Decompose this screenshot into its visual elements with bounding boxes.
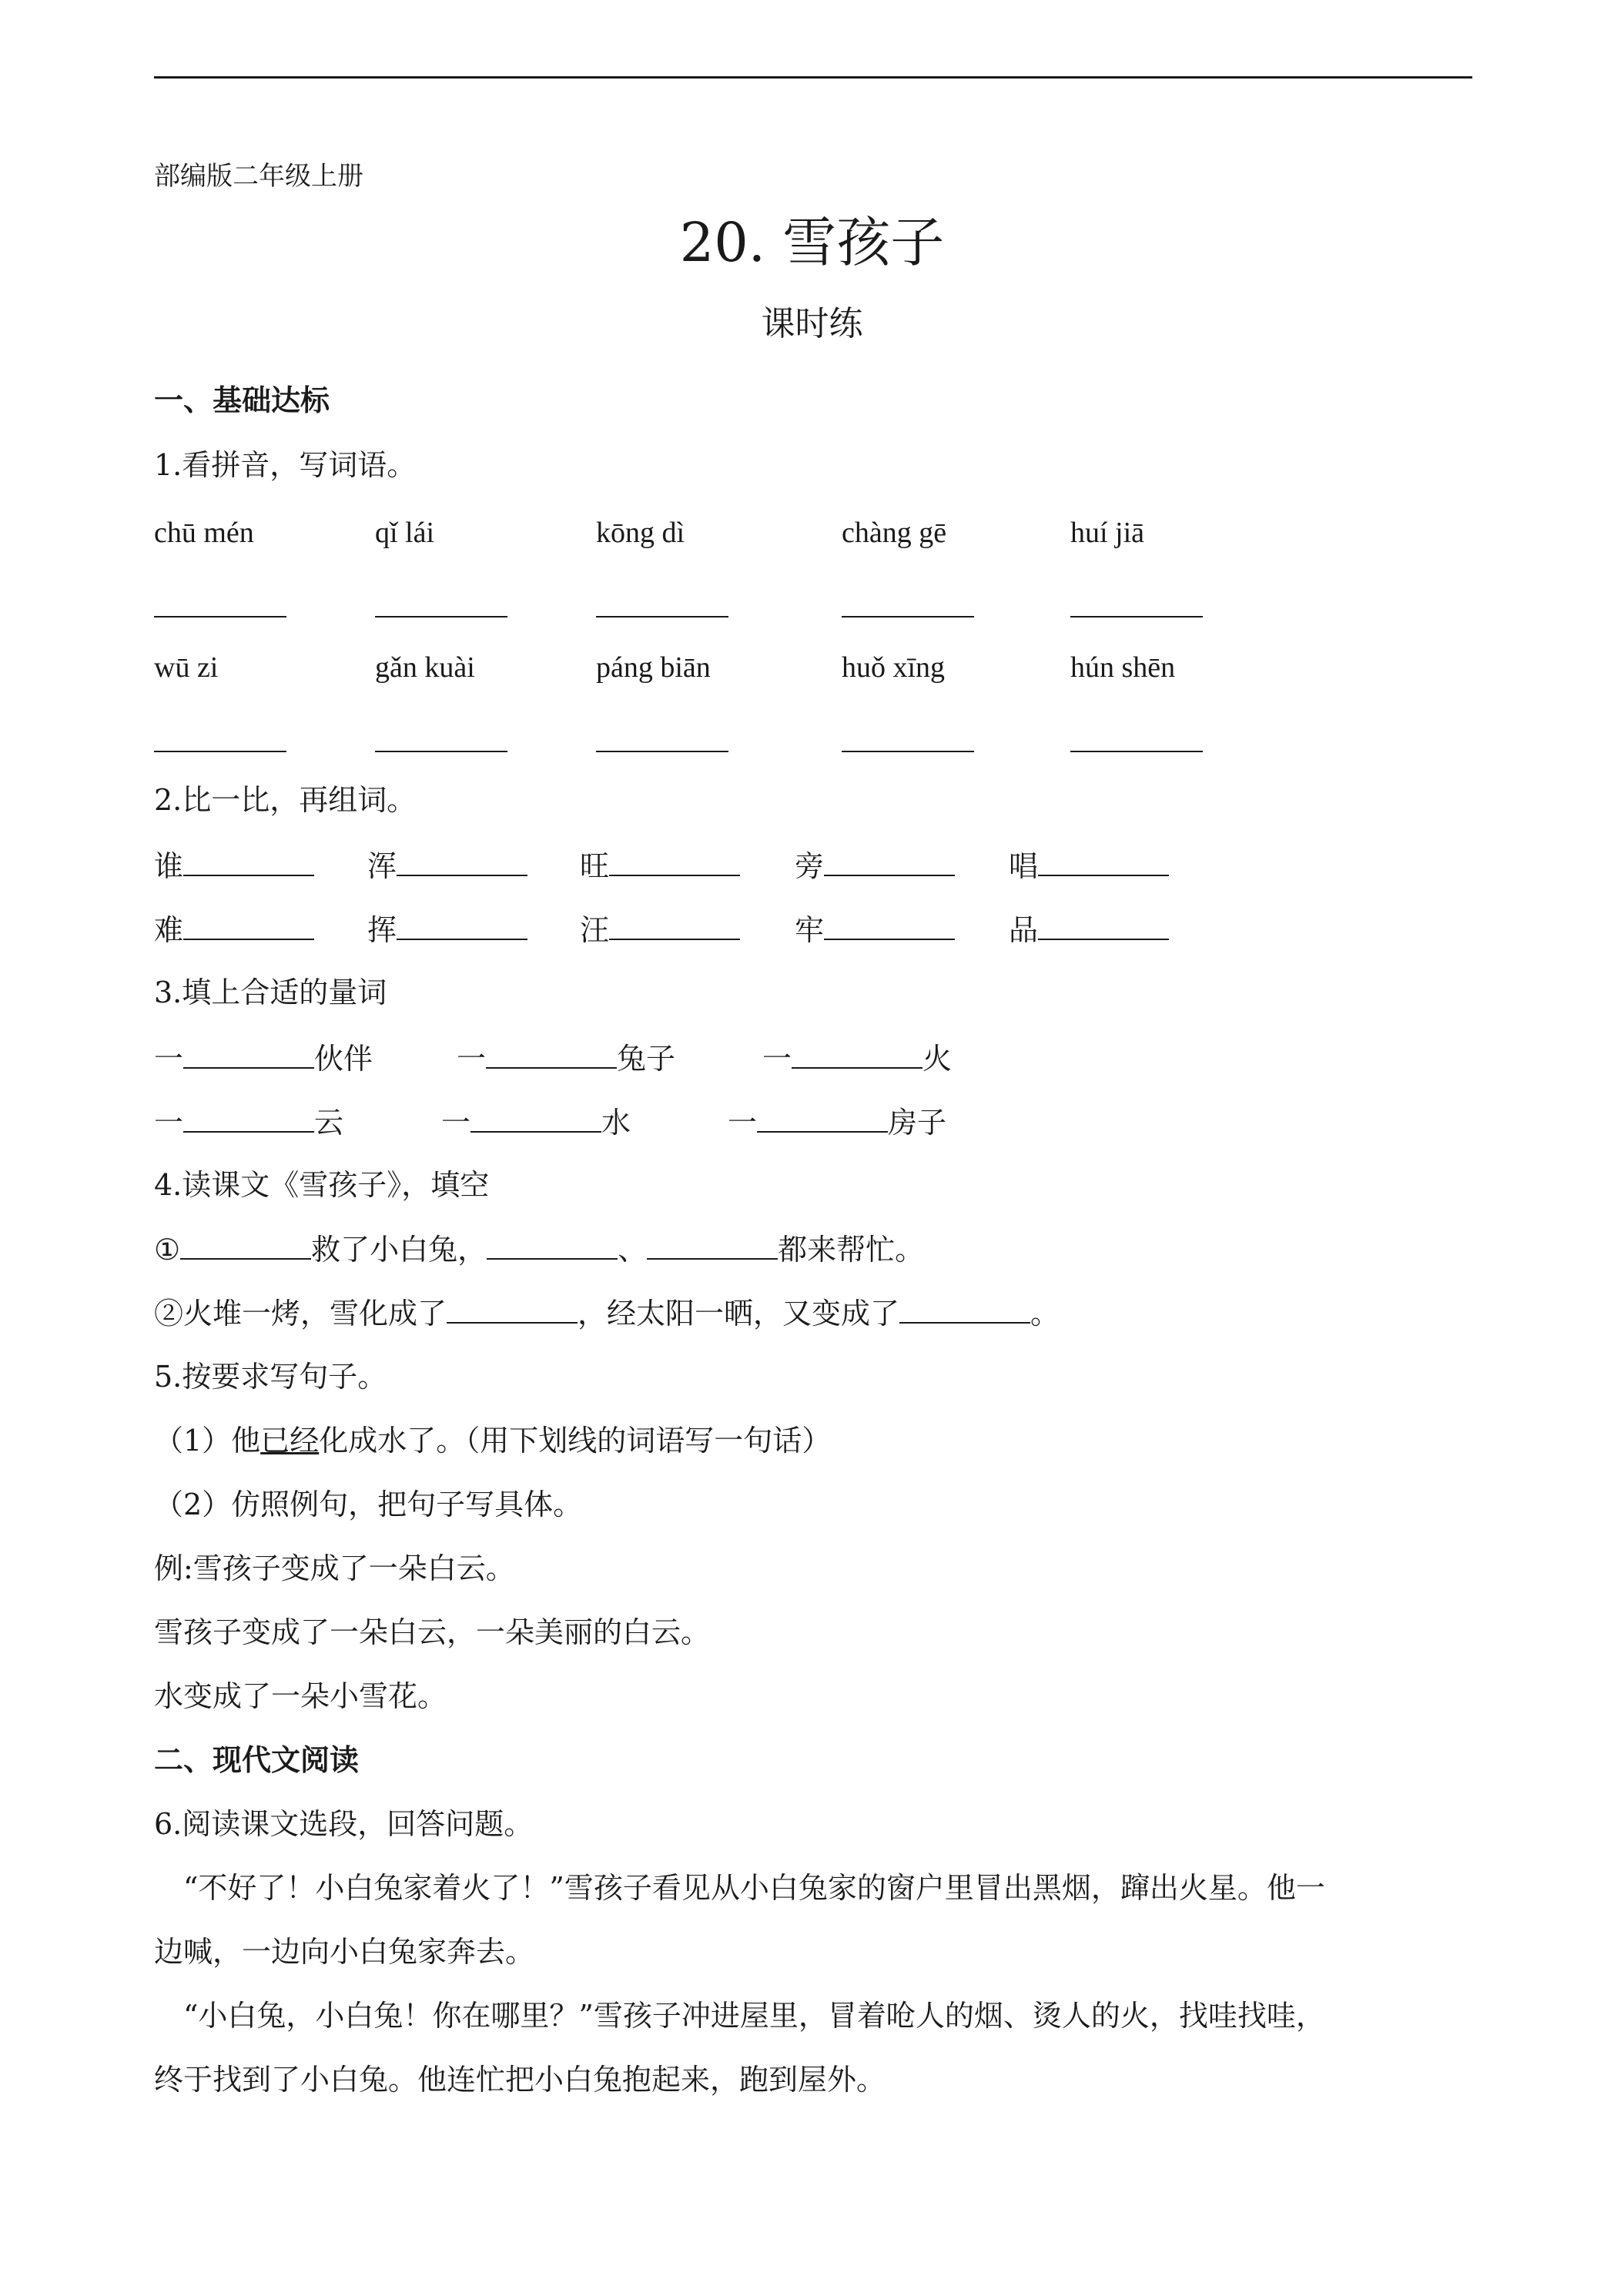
compare-char: 难 bbox=[154, 911, 314, 949]
answer-blank[interactable] bbox=[609, 911, 740, 940]
answer-blank[interactable] bbox=[154, 751, 286, 752]
compare-char: 品 bbox=[1009, 911, 1169, 949]
passage-p1-line1: “不好了！小白兔家着火了！”雪孩子看见从小白兔家的窗户里冒出黑烟，蹿出火星。他一 bbox=[183, 1871, 1325, 1905]
section1-heading: 一、基础达标 bbox=[154, 383, 330, 417]
q5-example-expanded: 雪孩子变成了一朵白云，一朵美丽的白云。 bbox=[154, 1615, 711, 1649]
answer-blank[interactable] bbox=[154, 616, 286, 618]
answer-blank[interactable] bbox=[183, 1039, 314, 1069]
compare-char: 谁 bbox=[154, 847, 314, 885]
pinyin-2-2: gǎn kuài bbox=[375, 651, 475, 684]
measure-word-item: 一 水 bbox=[441, 1103, 631, 1141]
compare-char: 唱 bbox=[1009, 847, 1169, 885]
pinyin-1-1: chū mén bbox=[154, 517, 254, 549]
section2-heading: 二、现代文阅读 bbox=[154, 1742, 360, 1777]
q1-prompt: 1.看拼音，写词语。 bbox=[154, 448, 417, 482]
measure-word-item: 一 房子 bbox=[728, 1103, 946, 1141]
answer-blank[interactable] bbox=[183, 847, 314, 876]
compare-char: 挥 bbox=[367, 911, 527, 949]
page-title: 20. 雪孩子 bbox=[679, 211, 945, 274]
pinyin-2-5: hún shēn bbox=[1070, 651, 1176, 684]
q6-prompt: 6.阅读课文选段，回答问题。 bbox=[154, 1807, 534, 1841]
answer-blank[interactable] bbox=[375, 616, 507, 618]
answer-blank[interactable] bbox=[596, 616, 728, 618]
pinyin-1-3: kōng dì bbox=[596, 517, 685, 549]
answer-blank[interactable] bbox=[1038, 911, 1169, 940]
header-rule bbox=[154, 76, 1472, 79]
q5-example: 例:雪孩子变成了一朵白云。 bbox=[154, 1551, 515, 1585]
answer-blank[interactable] bbox=[1070, 616, 1203, 618]
q4-prompt: 4.读课文《雪孩子》，填空 bbox=[154, 1168, 490, 1202]
answer-blank[interactable] bbox=[647, 1230, 778, 1260]
measure-word-item: 一 云 bbox=[154, 1103, 343, 1141]
answer-blank[interactable] bbox=[180, 1230, 311, 1260]
answer-blank[interactable] bbox=[487, 1230, 618, 1260]
underlined-word: 已经 bbox=[260, 1424, 320, 1458]
answer-blank[interactable] bbox=[842, 616, 974, 618]
q5-task: 水变成了一朵小雪花。 bbox=[154, 1679, 447, 1713]
compare-char: 汪 bbox=[580, 911, 740, 949]
page-subtitle: 课时练 bbox=[761, 304, 863, 343]
answer-blank[interactable] bbox=[1038, 847, 1169, 876]
passage-p1-line2: 边喊，一边向小白兔家奔去。 bbox=[154, 1935, 535, 1969]
pinyin-1-5: huí jiā bbox=[1070, 517, 1145, 549]
fill-line-2: ②火堆一烤，雪化成了 ，经太阳一晒，又变成了 。 bbox=[154, 1294, 1060, 1332]
compare-char: 旁 bbox=[795, 847, 955, 885]
answer-blank[interactable] bbox=[899, 1294, 1030, 1324]
grade-label: 部编版二年级上册 bbox=[154, 161, 363, 192]
answer-blank[interactable] bbox=[792, 1039, 922, 1069]
answer-blank[interactable] bbox=[183, 1103, 314, 1133]
answer-blank[interactable] bbox=[470, 1103, 601, 1133]
measure-word-item: 一 伙伴 bbox=[154, 1039, 373, 1077]
answer-blank[interactable] bbox=[375, 751, 507, 752]
compare-char: 旺 bbox=[580, 847, 740, 885]
compare-char: 牢 bbox=[795, 911, 955, 949]
measure-word-item: 一 火 bbox=[762, 1039, 952, 1077]
answer-blank[interactable] bbox=[183, 911, 314, 940]
measure-word-item: 一 兔子 bbox=[457, 1039, 675, 1077]
fill-line-1: ① 救了小白兔， 、 都来帮忙。 bbox=[154, 1230, 924, 1268]
answer-blank[interactable] bbox=[486, 1039, 617, 1069]
answer-blank[interactable] bbox=[397, 911, 527, 940]
answer-blank[interactable] bbox=[397, 847, 527, 876]
answer-blank[interactable] bbox=[842, 751, 974, 752]
answer-blank[interactable] bbox=[447, 1294, 578, 1324]
answer-blank[interactable] bbox=[1070, 751, 1203, 752]
pinyin-2-4: huǒ xīng bbox=[842, 651, 946, 684]
compare-char: 浑 bbox=[367, 847, 527, 885]
passage-p2-line2: 终于找到了小白兔。他连忙把小白兔抱起来，跑到屋外。 bbox=[154, 2063, 886, 2097]
pinyin-1-4: chàng gē bbox=[842, 517, 947, 549]
answer-blank[interactable] bbox=[596, 751, 728, 752]
pinyin-2-3: páng biān bbox=[596, 651, 711, 684]
answer-blank[interactable] bbox=[757, 1103, 888, 1133]
q5-sub2: （2）仿照例句，把句子写具体。 bbox=[154, 1488, 583, 1521]
answer-blank[interactable] bbox=[609, 847, 740, 876]
q2-prompt: 2.比一比，再组词。 bbox=[154, 783, 417, 817]
q5-prompt: 5.按要求写句子。 bbox=[154, 1360, 387, 1394]
answer-blank[interactable] bbox=[824, 911, 955, 940]
pinyin-2-1: wū zi bbox=[154, 651, 219, 684]
passage-p2-line1: “小白兔，小白兔！你在哪里？”雪孩子冲进屋里，冒着呛人的烟、烫人的火，找哇找哇， bbox=[183, 1999, 1325, 2033]
pinyin-1-2: qǐ lái bbox=[375, 517, 435, 549]
q5-sub1: （1）他已经化成水了。（用下划线的词语写一句话） bbox=[154, 1424, 832, 1458]
answer-blank[interactable] bbox=[824, 847, 955, 876]
q3-prompt: 3.填上合适的量词 bbox=[154, 976, 387, 1009]
